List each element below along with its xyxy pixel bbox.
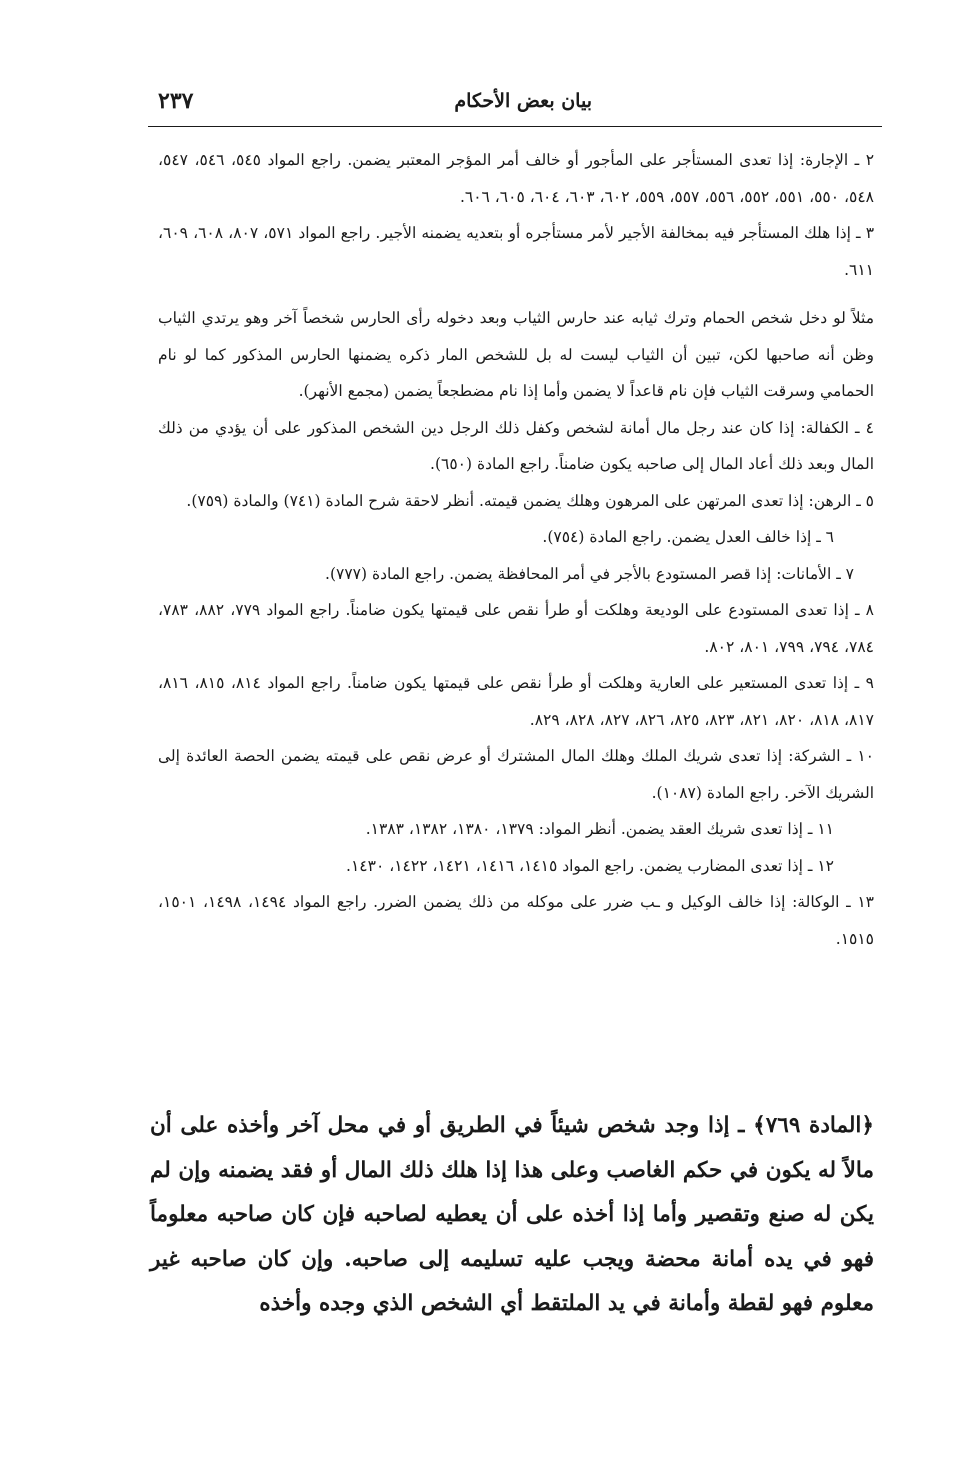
item-wakala: ١٣ ـ الوكالة: إذا خالف الوكيل و ـب ضرر على موكله من ذلك يضمن الضرر. راجع المواد ١٤٩٤، ١٤٩٨، ١٥٠١، ١٥١٥. [158,893,874,948]
item-ariya: ٩ ـ إذا تعدى المستعير على العارية وهلكت أو طرأ نقص على قيمتها يكون ضامناً. راجع المواد ٨١٤، ٨١٥، ٨١٦، ٨١٧، ٨١٨، ٨٢٠، ٨٢١، ٨٢٣، ٨٢٥، ٨٢٦، ٨٢٧، ٨٢٨، ٨٢٩. [158,674,874,729]
item-mudarib: ١٢ ـ إذا تعدى المضارب يضمن. راجع المواد ١٤١٥، ١٤١٦، ١٤٢١، ١٤٢٢، ١٤٣٠. [346,856,834,875]
page-number: ٢٣٧ [158,88,194,114]
item-amanat: ٧ ـ الأمانات: إذا قصر المستودع بالأجر في أمر المحافظة يضمن. راجع المادة (٧٧٧). [325,564,854,583]
item-wadia: ٨ ـ إذا تعدى المستودع على الوديعة وهلكت أو طرأ نقص على قيمتها يكون ضامناً. راجع المواد ٧٧٩، ٨٨٢، ٧٨٣، ٧٨٤، ٧٩٤، ٧٩٩، ٨٠١، ٨٠٢. [158,601,874,656]
example-paragraph: مثلاً لو دخل شخص الحمام وترك ثيابه عند حارس الثياب وبعد دخوله رأى الحارس شخصاً آخر وهو يرتدي الثياب وظن أنه صاحبها لكن، تبين أن الثياب ليست له بل للشخص المار ذكره يضمنها الحارس المذكور كما لو نام الحمامي وسرقت الثياب فإن نام قاعداً لا يضمن وأما إذا نام مضطجعاً يضمن (مجمع الأنهر). [158,309,874,400]
item-ijara: ٢ ـ الإجارة: إذا تعدى المستأجر على المأجور أو خالف أمر المؤجر المعتبر يضمن. راجع المواد ٥٤٥، ٥٤٦، ٥٤٧، ٥٤٨، ٥٥٠، ٥٥١، ٥٥٢، ٥٥٦، ٥٥٧، ٥٥٩، ٦٠٢، ٦٠٣، ٦٠٤، ٦٠٥، ٦٠٦. [158,151,875,206]
item-sharik-aqd: ١١ ـ إذا تعدى شريك العقد يضمن. أنظر المواد: ١٣٧٩، ١٣٨٠، ١٣٨٢، ١٣٨٣. [365,820,834,838]
running-title: بيان بعض الأحكام [454,90,592,112]
article-text: ـ إذا وجد شخص شيئاً في الطريق أو في محل آخر وأخذه على أن مالاً له يكون في حكم الغاصب وعلى هذا إذا هلك ذلك المال أو فقد يضمنه وإن لم يكن له صنع وتقصير وأما إذا أخذه على أن يعطيه لصاحبه فإن كان صاحبه معلوماً فهو في يده أمانة محضة ويجب عليه تسليمه إلى صاحبه. وإن كان صاحبه غير معلوم فهو لقطة وأمانة في يد الملتقط أي الشخص الذي وجده وأخذه [150,1113,874,1316]
item-ajir: ٣ ـ إذا هلك المستأجر فيه بمخالفة الأجير لأمر مستأجره أو بتعديه يضمنه الأجير. راجع المواد ٥٧١، ٨٠٧، ٦٠٨، ٦٠٩، ٦١١. [158,224,875,279]
item-adl: ٦ ـ إذا خالف العدل يضمن. راجع المادة (٧٥٤). [542,528,834,546]
commentary-body [158,142,874,957]
item-kafala: ٤ ـ الكفالة: إذا كان عند رجل مال أمانة لشخص وكفل ذلك الرجل دين الشخص المذكور على أن يؤدي من ذلك المال وبعد ذلك أعاد المال إلى صاحبه يكون ضامناً. راجع المادة (٦٥٠). [158,418,874,473]
page-header [148,88,882,127]
article-769 [150,1104,874,1327]
article-paragraph [150,1104,874,1327]
item-rahn: ٥ ـ الرهن: إذا تعدى المرتهن على المرهون وهلك يضمن قيمته. أنظر لاحقة شرح المادة (٧٤١) والمادة (٧٥٩). [186,491,874,510]
item-sharika: ١٠ ـ الشركة: إذا تعدى شريك الملك وهلك المال المشترك أو عرض نقص على قيمته يضمن الحصة العائدة إلى الشريك الآخر. راجع المادة (١٠٨٧). [158,747,874,802]
article-heading: ﴿المادة ٧٦٩﴾ [753,1113,874,1138]
